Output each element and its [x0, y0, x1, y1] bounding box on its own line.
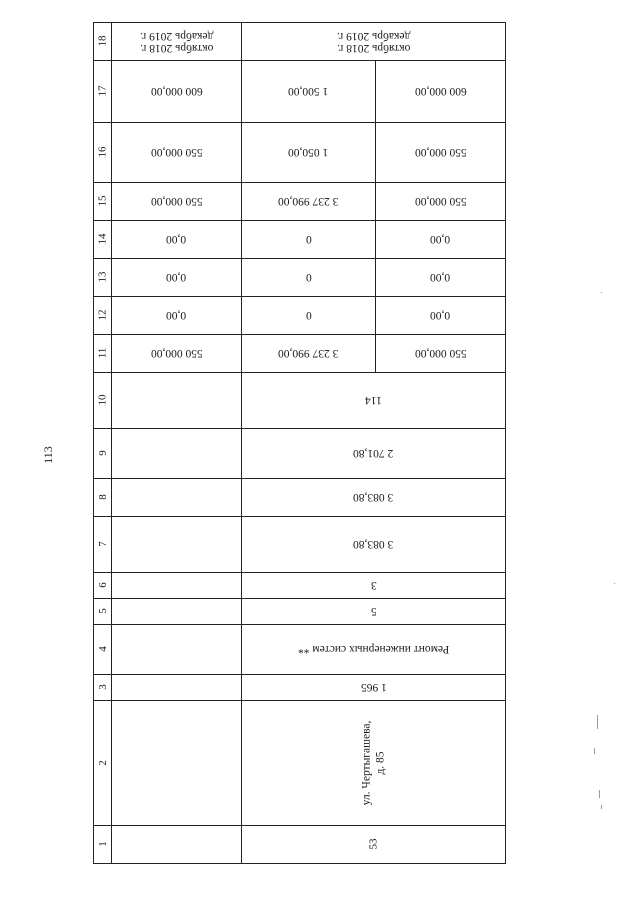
c17-cell-b: 1 500,00 — [288, 85, 329, 97]
data-table — [93, 22, 506, 864]
c13-cell-a: 0,00 — [166, 271, 187, 283]
col-number-17: 17 — [96, 85, 109, 97]
col-number-13: 13 — [96, 271, 109, 283]
c16-cell-b: 1 050,00 — [288, 146, 329, 158]
c17-cell-a: 600 000,00 — [150, 85, 203, 97]
col-number-5: 5 — [96, 608, 109, 614]
c6-cell: 3 — [370, 579, 377, 591]
c12-cell-b: 0 — [305, 309, 312, 321]
col-number-1: 1 — [96, 841, 109, 847]
col-number-14: 14 — [96, 233, 109, 245]
c16-cell-a: 550 000,00 — [150, 146, 203, 158]
c13-cell-c: 0,00 — [430, 271, 451, 283]
c12-cell-c: 0,00 — [430, 309, 451, 321]
scan-speck — [601, 292, 602, 293]
col-number-12: 12 — [96, 309, 109, 321]
c18-last-cell: октябрь 2018 г. декабрь 2019 г. — [139, 29, 214, 54]
c11-cell-b: 3 237 990,00 — [278, 347, 339, 359]
c10-cell: 114 — [365, 394, 382, 406]
col-number-9: 9 — [96, 450, 109, 456]
c15-cell-b: 3 237 990,00 — [278, 195, 339, 207]
c14-cell-b: 0 — [305, 233, 312, 245]
col-number-18: 18 — [96, 35, 109, 47]
c8-cell: 3 083,80 — [353, 491, 394, 503]
c2-cell: ул. Чертыгашева, д. 85 — [360, 720, 387, 805]
c14-cell-a: 0,00 — [166, 233, 187, 245]
col-number-8: 8 — [96, 494, 109, 500]
page-number: 113 — [40, 446, 55, 464]
scan-speck — [601, 805, 602, 809]
col-number-7: 7 — [96, 541, 109, 547]
c11-cell-a: 550 000,00 — [150, 347, 203, 359]
c1-cell: 53 — [367, 838, 380, 850]
c5-cell: 5 — [370, 605, 377, 617]
col-number-16: 16 — [96, 146, 109, 158]
c9-cell: 2 701,80 — [353, 447, 394, 459]
col-number-15: 15 — [96, 195, 109, 207]
c12-cell-a: 0,00 — [166, 309, 187, 321]
c14-cell-c: 0,00 — [430, 233, 451, 245]
col-number-10: 10 — [96, 394, 109, 406]
col-number-2: 2 — [96, 759, 109, 766]
c17-cell-c: 600 000,00 — [414, 85, 467, 97]
c18-merged-cell: октябрь 2018 г. декабрь 2019 г. — [336, 29, 411, 54]
c3-cell: 1 965 — [360, 681, 387, 693]
c11-cell-c: 550 000,00 — [414, 347, 467, 359]
c15-cell-c: 550 000,00 — [414, 195, 467, 207]
scan-speck — [599, 790, 600, 798]
scan-speck — [614, 583, 615, 584]
c13-cell-b: 0 — [305, 271, 312, 283]
c7-cell: 3 083,80 — [353, 538, 394, 550]
col-number-3: 3 — [96, 684, 109, 690]
col-number-11: 11 — [96, 347, 109, 359]
col-number-4: 4 — [96, 646, 109, 652]
scan-speck — [594, 748, 595, 754]
c15-cell-a: 550 000,00 — [150, 195, 203, 207]
c16-cell-c: 550 000,00 — [414, 146, 467, 158]
scan-speck — [597, 715, 598, 729]
c4-cell: Ремонт инженерных систем ** — [297, 643, 450, 655]
col-number-6: 6 — [96, 582, 109, 588]
